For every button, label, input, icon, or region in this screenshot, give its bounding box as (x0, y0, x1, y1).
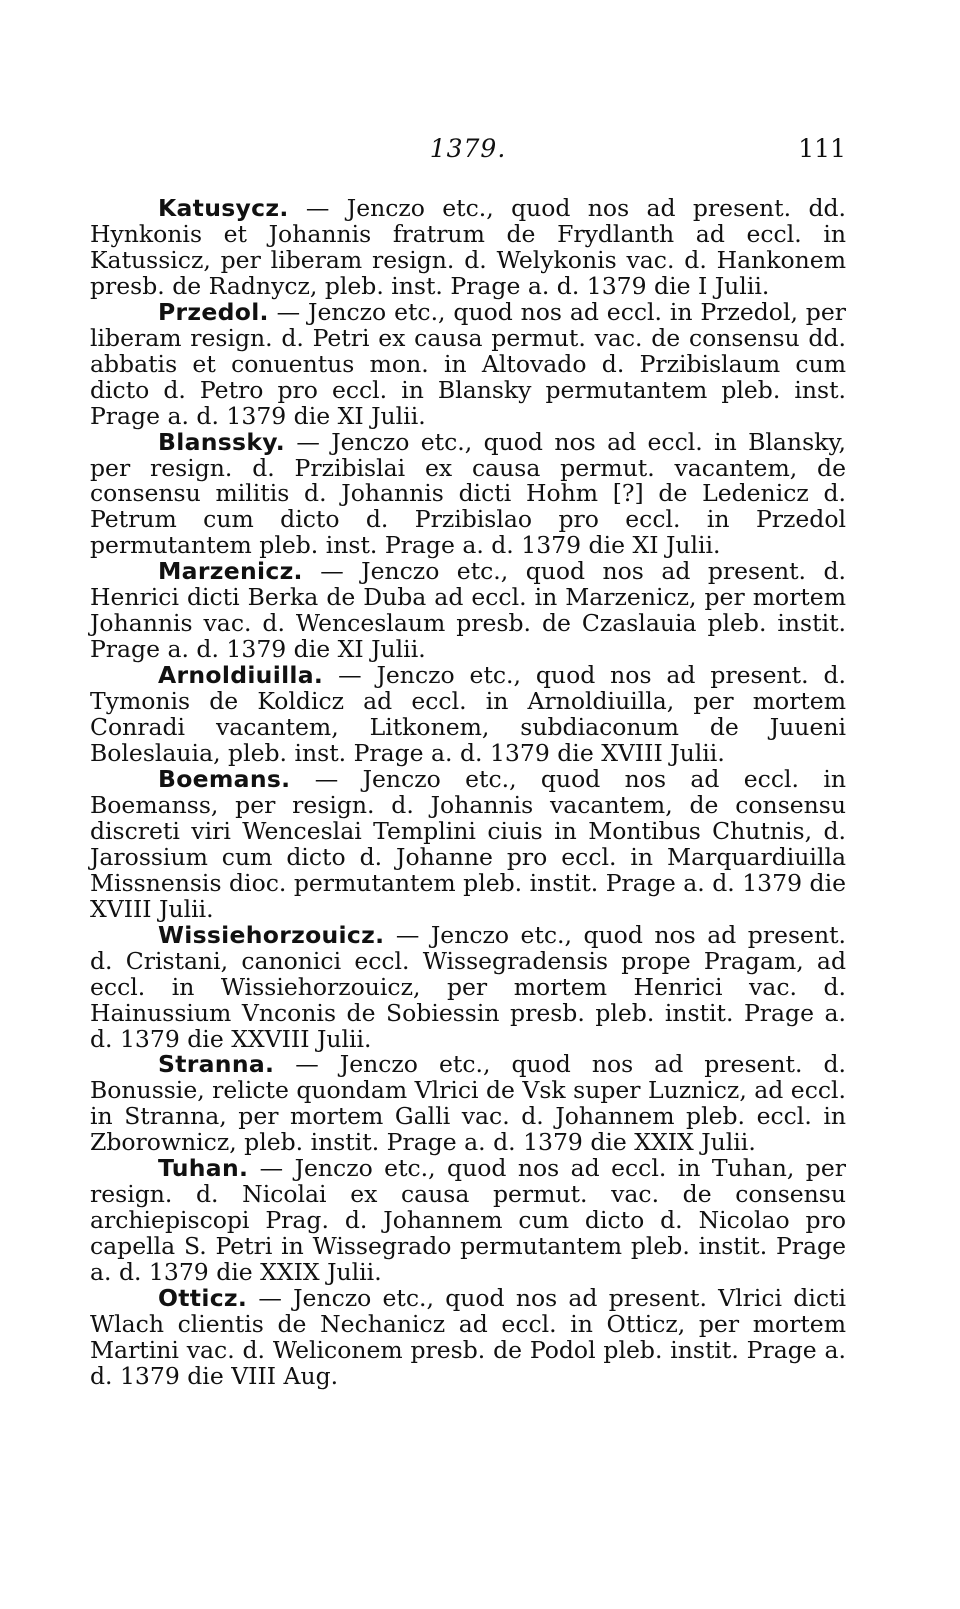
entry-text: — Jenczo etc., quod nos ad present. Vlrici dicti Wlach clientis de Nechanicz ad eccl. in Otticz, per mortem Martini vac. d. Weliconem presb. de Podol pleb. instit. Prage a. d. 1379 die VIII Aug. (90, 1284, 846, 1390)
entry-katusycz (90, 196, 846, 300)
entry-text: — Jenczo etc., quod nos ad eccl. in Tuhan, per resign. d. Nicolai ex causa permut. vac. de consensu archiepiscopi Prag. d. Johannem cum dicto d. Nicolao pro capella S. Petri in Wissegrado permutantem pleb. instit. Prage a. d. 1379 die XXIX Julii. (90, 1154, 846, 1287)
entry-text: — Jenczo etc., quod nos ad eccl. in Przedol, per liberam resign. d. Petri ex causa permut. vac. de consensu dd. abbatis et conuentus mon. in Altovado d. Przibislaum cum dicto d. Petro pro eccl. in Blansky permutantem pleb. inst. Prage a. d. 1379 die XI Julii. (90, 297, 846, 430)
entry-text: — Jenczo etc., quod nos ad present. d. Cristani, canonici eccl. Wissegradensis prope Pragam, ad eccl. in Wissiehorzouicz, per mortem Henrici vac. d. Hainussium Vnconis de Sobiessin presb. pleb. instit. Prage a. d. 1379 die XXVIII Julii. (90, 920, 846, 1053)
entry-place: Blanssky. (158, 427, 285, 456)
entry-text: — Jenczo etc., quod nos ad present. d. Bonussie, relicte quondam Vlrici de Vsk super Luznicz, ad eccl. in Stranna, per mortem Galli vac. d. Johannem pleb. eccl. in Zborownicz, pleb. instit. Prage a. d. 1379 die XXIX Julii. (90, 1050, 846, 1157)
entry-tuhan (90, 1156, 846, 1286)
entry-place: Tuhan. (158, 1154, 249, 1183)
entry-otticz (90, 1286, 846, 1390)
entry-blanssky (90, 427, 846, 560)
entry-boemans (90, 764, 846, 923)
entry-place: Otticz. (158, 1284, 248, 1313)
entry-text: — Jenczo etc., quod nos ad present. d. Henrici dicti Berka de Duba ad eccl. in Marzenicz, per mortem Johannis vac. d. Wenceslaum presb. de Czaslauia pleb. instit. Prage a. d. 1379 die XI Julii. (90, 557, 846, 664)
entry-place: Katusycz. (158, 194, 289, 222)
entry-wissiehorzouicz (90, 920, 846, 1053)
entry-place: Stranna. (158, 1050, 275, 1079)
page-header (90, 134, 846, 168)
entry-text: — Jenczo etc., quod nos ad eccl. in Blansky, per resign. d. Przibislai ex causa permut. vacantem, de consensu militis d. Johannis dicti Hohm [?] de Ledenicz d. Petrum cum dicto d. Przibislao pro eccl. in Przedol permutantem pleb. inst. Prage a. d. 1379 die XI Julii. (90, 427, 846, 560)
entry-place: Marzenicz. (158, 557, 303, 586)
entry-arnoldiuilla (90, 663, 846, 767)
entry-text: — Jenczo etc., quod nos ad present. dd. Hynkonis et Johannis fratrum de Frydlanth ad eccl. in Katussicz, per liberam resign. d. Welykonis vac. d. Hankonem presb. de Radnycz, pleb. inst. Prage a. d. 1379 die I Julii. (90, 194, 846, 300)
entry-place: Arnoldiuilla. (158, 661, 324, 690)
body-text (90, 196, 846, 1390)
running-head-year: 1379. (429, 134, 507, 163)
entry-marzenicz (90, 559, 846, 663)
entry-place: Boemans. (158, 764, 291, 793)
entry-text: — Jenczo etc., quod nos ad present. d. Tymonis de Koldicz ad eccl. in Arnoldiuilla, per mortem Conradi vacantem, Litkonem, subdiaconum de Juueni Boleslauia, pleb. inst. Prage a. d. 1379 die XVIII Julii. (90, 661, 846, 768)
entry-place: Wissiehorzouicz. (158, 920, 385, 949)
page-number: 111 (798, 134, 846, 163)
entry-text: — Jenczo etc., quod nos ad eccl. in Boemanss, per resign. d. Johannis vacantem, de consensu discreti viri Wenceslai Templini ciuis in Montibus Chutnis, d. Jarossium cum dicto d. Johanne pro eccl. in Marquardiuilla Missnensis dioc. permutantem pleb. instit. Prage a. d. 1379 die XVIII Julii. (90, 764, 846, 923)
entry-stranna (90, 1052, 846, 1156)
entry-przedol (90, 297, 846, 430)
entry-place: Przedol. (158, 297, 269, 326)
